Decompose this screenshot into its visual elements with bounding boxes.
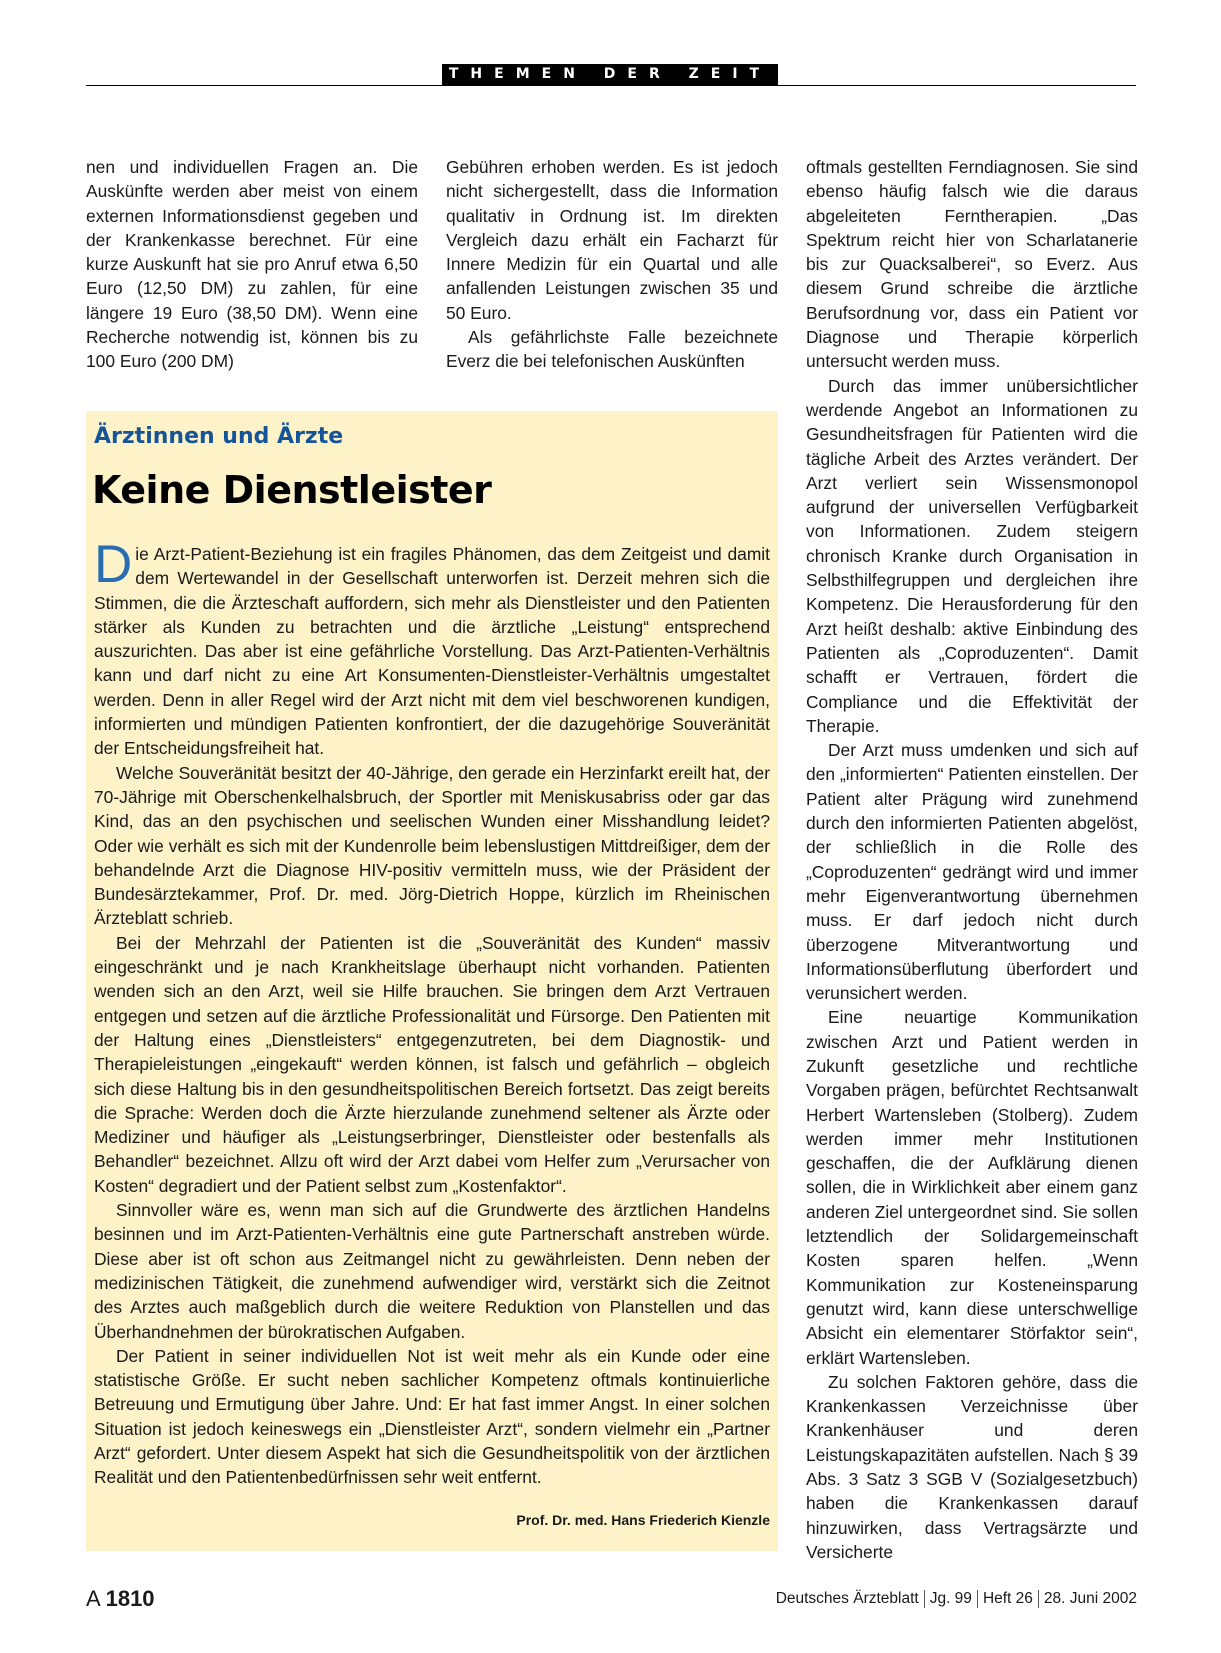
box-paragraph: Sinnvoller wäre es, wenn man sich auf die Grundwerte des ärztlichen Handelns besinnen und im Arzt-Patienten-Verhältnis eine gute Partnerschaft anstreben würde. Diese aber ist oft schon aus Zeitmangel nicht zu gewährleisten. Denn neben der medizinischen Tätigkeit, die zunehmend aufwendiger wird, verstärkt sich die Zeitnot des Arztes auch maßgeblich durch die weitere Reduktion von Planstellen und das Überhandnehmen der bürokratischen Aufgaben. [94, 1200, 770, 1342]
box-author: Prof. Dr. med. Hans Friederich Kienzle [516, 1512, 770, 1528]
paragraph: Als gefährlichste Falle bezeichnete Everz die bei telefonischen Auskünften [446, 327, 778, 372]
box-paragraph: Der Patient in seiner individuellen Not ist weit mehr als ein Kunde oder eine statistische Größe. Er sucht neben sachlicher Kompetenz oftmals kontinuierliche Betreuung und Ermutigung über Jahre. Und: Er hat fast immer Angst. In einer solchen Situation ist jedoch keineswegs ein „Dienstleister Arzt“, sondern vielmehr ein „Partner Arzt“ gefordert. Unter diesem Aspekt hat sich die Gesundheitspolitik von der ärztlichen Realität und den Patientenbedürfnissen sehr weit entfernt. [94, 1345, 770, 1488]
paragraph: Gebühren erhoben werden. Es ist jedoch nicht sichergestellt, dass die Information qualitativ in Ordnung ist. Im direkten Vergleich dazu erhält ein Facharzt für Innere Medizin für ein Quartal und alle anfallenden Leistungen zwischen 35 und 50 Euro. [446, 157, 778, 323]
volume: Jg. 99 [929, 1590, 972, 1608]
box-paragraph: Bei der Mehrzahl der Patienten ist die „Souveränität des Kunden“ massiv eingeschränkt und je nach Krankheitslage überhaupt nicht vorhanden. Patienten wenden sich an den Arzt, weil sie Hilfe brauchen. Sie bringen dem Arzt Vertrauen entgegen und setzen auf die ärztliche Professionalität und Fürsorge. Den Patienten mit der Haltung eines „Dienstleisters“ entgegenzutreten, bei dem Diagnostik- und Therapieleistungen „eingekauft“ werden können, ist falsch und gefährlich – obgleich sich diese Haltung bis in den gesundheitspolitischen Bereich fortsetzt. Das zeigt bereits die Sprache: Werden doch die Ärzte hierzulande zunehmend seltener als Ärzte oder Mediziner und häufiger als „Leistungserbringer, Dienstleister oder bestenfalls als Behandler“ bezeichnet. Allzu oft wird der Arzt dabei vom Helfer zum „Verursacher von Kosten“ degradiert und der Patient selbst zum „Kostenfaktor“. [94, 932, 770, 1196]
issue: Heft 26 [982, 1590, 1033, 1608]
footer-citation [776, 1590, 1137, 1608]
issue-date: 28. Juni 2002 [1043, 1590, 1137, 1608]
box-paragraph-text: ie Arzt-Patient-Beziehung ist ein fragiles Phänomen, das dem Zeitgeist und damit dem Wertewandel in der Gesellschaft unterworfen ist. Derzeit mehren sich die Stimmen, die die Ärzteschaft auffordern, sich mehr als Dienstleister und den Patienten stärker als Kunden zu betrachten und die ärztliche „Leistung“ entsprechend auszurichten. Das aber ist eine gefährliche Vorstellung. Das Arzt-Patienten-Verhältnis kann und darf nicht zu eine Art Konsumenten-Dienstleister-Verhältnis umgestaltet werden. Denn in aller Regel wird der Arzt nicht mit dem viel beschworenen kundigen, informierten und mündigen Patienten konfrontiert, der die dazugehörige Souveränität der Entscheidungsfreiheit hat. [94, 544, 770, 759]
box-headline: Keine Dienstleister [92, 468, 492, 512]
paragraph: Durch das immer unübersichtlicher werdende Angebot an Informationen zu Gesundheitsfragen für Patienten wird die tägliche Arbeit des Arztes verändert. Der Arzt verliert sein Wissensmonopol aufgrund der universellen Verfügbarkeit von Informationen. Zudem steigern chronisch Kranke durch Organisation in Selbsthilfegruppen und dergleichen ihre Kompetenz. Die Herausforderung für den Arzt heißt deshalb: aktive Einbindung des Patienten als „Coproduzenten“. Damit schafft er Vertrauen, fördert die Compliance und die Effektivität der Therapie. [806, 375, 1138, 736]
journal-name: Deutsches Ärzteblatt [775, 1590, 919, 1608]
page-number: A 1810 [86, 1586, 155, 1611]
paragraph: Zu solchen Faktoren gehöre, dass die Krankenkassen Verzeichnisse über Krankenhäuser und deren Leistungskapazitäten aufstellen. Nach § 39 Abs. 3 Satz 3 SGB V (Sozialgesetzbuch) haben die Krankenkassen darauf hinzuwirken, dass Vertragsärzte und Versicherte [806, 1371, 1138, 1562]
paragraph: Der Arzt muss umdenken und sich auf den „informierten“ Patienten einstellen. Der Patient alter Prägung wird zunehmend durch den informierten Patienten abgelöst, der schließlich in die Rolle des „Coproduzenten“ gedrängt wird und immer mehr Eigenverantwortung übernehmen muss. Er darf jedoch nicht durch überzogene Mitverantwortung und Informationsüberflutung überfordert und verunsichert werden. [806, 740, 1138, 1004]
section-header: THEMEN DER ZEIT [442, 64, 778, 85]
box-kicker: Ärztinnen und Ärzte [94, 424, 344, 449]
box-body [94, 535, 770, 1490]
box-paragraph [94, 535, 770, 761]
paragraph: Eine neuartige Kommunikation zwischen Arzt und Patient werden in Zukunft gesetzliche und rechtliche Vorgaben prägen, befürchtet Rechtsanwalt Herbert Wartensleben (Stolberg). Zudem werden immer mehr Institutionen geschaffen, die der Aufklärung dienen sollen, die in Wirklichkeit aber einem ganz anderen Ziel untergeordnet sind. Sie sollen letztendlich der Solidargemeinschaft Kosten sparen helfen. „Wenn Kommunikation zur Kosteneinsparung genutzt wird, kann diese unterschwellige Absicht ein elementarer Störfaktor sein“, erklärt Wartensleben. [806, 1007, 1138, 1368]
text-column-1 [86, 155, 418, 374]
paragraph: nen und individuellen Fragen an. Die Auskünfte werden aber meist von einem externen Informationsdienst gegeben und der Krankenkasse berechnet. Für eine kurze Auskunft hat sie pro Anruf etwa 6,50 Euro (12,50 DM) zu zahlen, für eine längere 19 Euro (38,50 DM). Wenn eine Recherche notwendig ist, können bis zu 100 Euro (200 DM) [86, 157, 418, 372]
text-column-2 [446, 155, 778, 374]
drop-cap: D [94, 535, 133, 594]
text-column-3 [806, 155, 1138, 1564]
header-rule [86, 85, 1136, 86]
paragraph: oftmals gestellten Ferndiagnosen. Sie sind ebenso häufig falsch wie die daraus abgeleiteten Ferntherapien. „Das Spektrum reicht hier von Scharlatanerie bis zur Quacksalberei“, so Everz. Aus diesem Grund schreibe die ärztliche Berufsordnung vor, dass ein Patient vor Diagnose und Therapie körperlich untersucht werden muss. [806, 157, 1138, 372]
box-paragraph: Welche Souveränität besitzt der 40-Jährige, den gerade ein Herzinfarkt ereilt hat, der 70-Jährige mit Oberschenkelhalsbruch, der Sportler mit Meniskusabriss oder gar das Kind, das an den psychischen und seelischen Wunden einer Misshandlung leidet? Oder wie verhält es sich mit der Kundenrolle beim lebenslustigen Mittdreißiger, dem der behandelnde Arzt die Diagnose HIV-positiv vermitteln muss, wie der Präsident der Bundesärztekammer, Prof. Dr. med. Jörg-Dietrich Hoppe, kürzlich im Rheinischen Ärzteblatt schrieb. [94, 762, 770, 929]
